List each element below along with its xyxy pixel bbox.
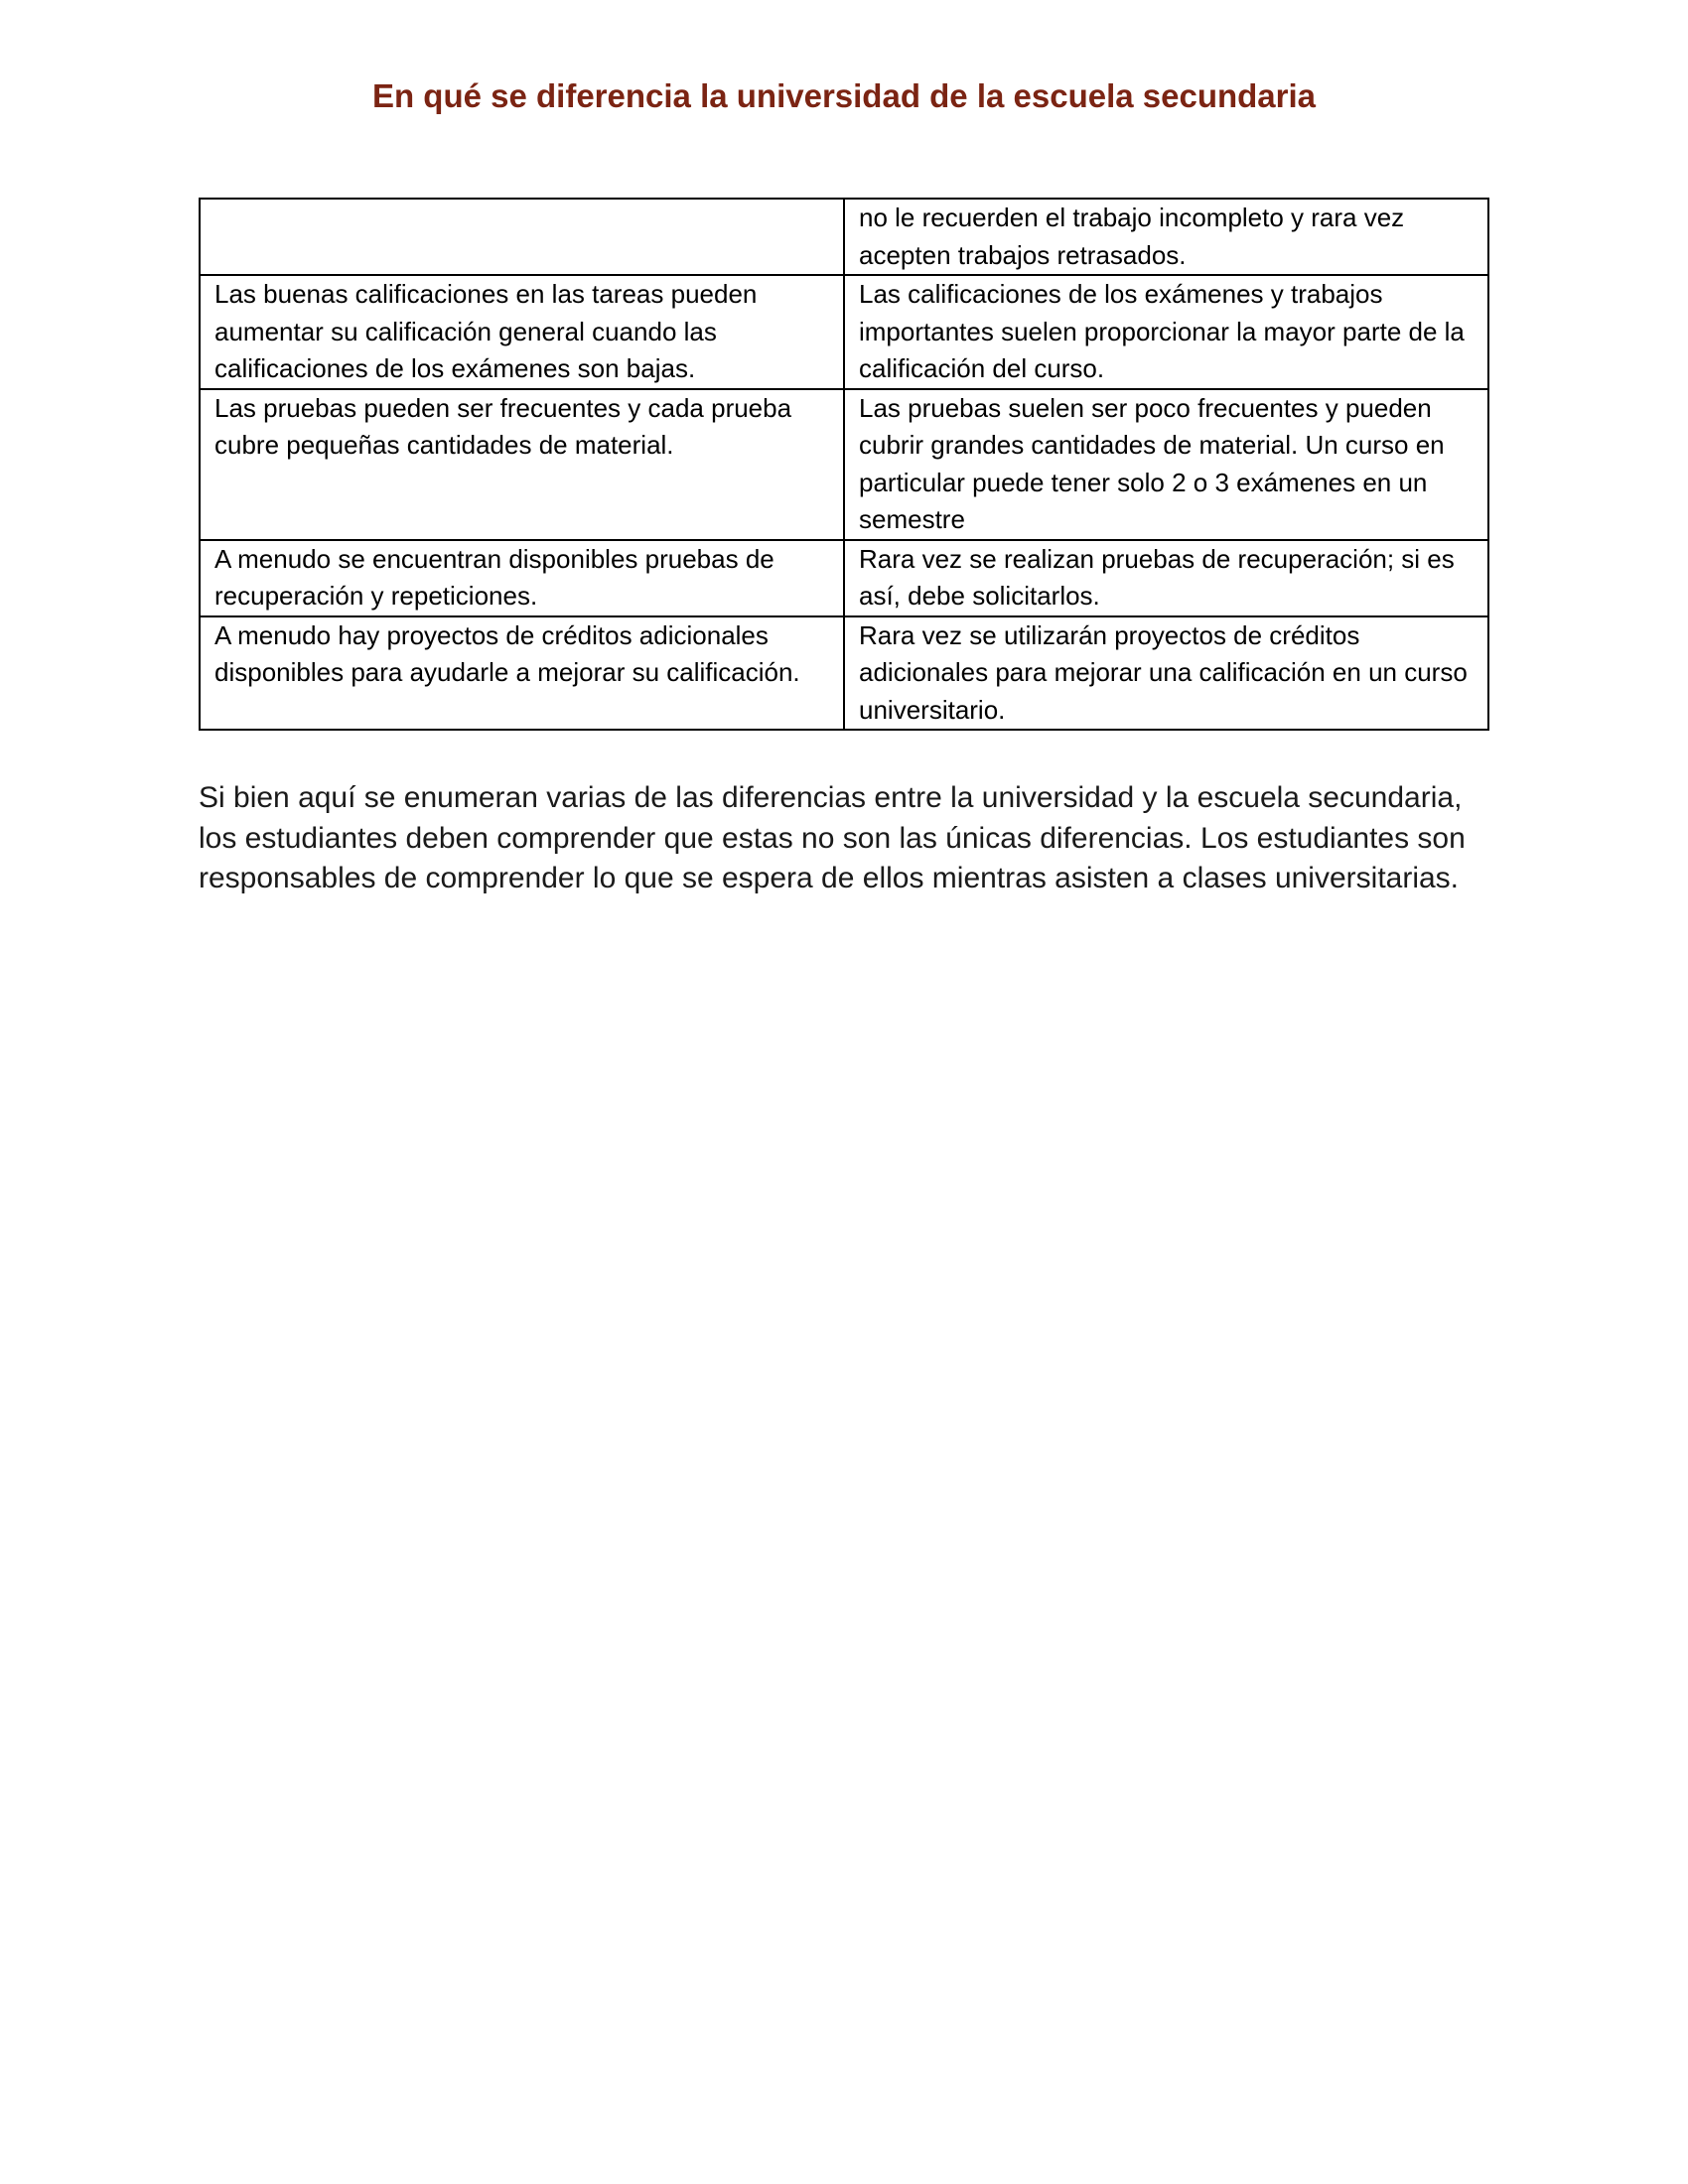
table-cell-college: Las pruebas suelen ser poco frecuentes y pueden cubrir grandes cantidades de material. Un curso en particular puede tener solo 2 o 3 exámenes en un semestre bbox=[844, 389, 1488, 540]
table-cell-college: Las calificaciones de los exámenes y trabajos importantes suelen proporcionar la mayor parte de la calificación del curso. bbox=[844, 275, 1488, 389]
table-cell-high-school: A menudo hay proyectos de créditos adicionales disponibles para ayudarle a mejorar su calificación. bbox=[200, 616, 844, 731]
table-cell-college: Rara vez se utilizarán proyectos de créditos adicionales para mejorar una calificación en un curso universitario. bbox=[844, 616, 1488, 731]
table-cell-college: no le recuerden el trabajo incompleto y rara vez acepten trabajos retrasados. bbox=[844, 199, 1488, 275]
page-title: En qué se diferencia la universidad de la escuela secundaria bbox=[371, 77, 1317, 114]
table-row bbox=[200, 199, 1488, 275]
table-row bbox=[200, 389, 1488, 540]
table-row bbox=[200, 275, 1488, 389]
table-cell-high-school: Las pruebas pueden ser frecuentes y cada prueba cubre pequeñas cantidades de material. bbox=[200, 389, 844, 540]
table-cell-college: Rara vez se realizan pruebas de recuperación; si es así, debe solicitarlos. bbox=[844, 540, 1488, 616]
table-cell-high-school: Las buenas calificaciones en las tareas pueden aumentar su calificación general cuando las calificaciones de los exámenes son bajas. bbox=[200, 275, 844, 389]
table-row bbox=[200, 616, 1488, 731]
comparison-table bbox=[199, 198, 1489, 731]
table-cell-high-school: A menudo se encuentran disponibles pruebas de recuperación y repeticiones. bbox=[200, 540, 844, 616]
table-cell-high-school bbox=[200, 199, 844, 275]
table-row bbox=[200, 540, 1488, 616]
body-paragraph: Si bien aquí se enumeran varias de las diferencias entre la universidad y la escuela secundaria, los estudiantes deben comprender que estas no son las únicas diferencias. Los estudiantes son responsables de comprender lo que se espera de ellos mientras asisten a clases universitarias. bbox=[199, 781, 1466, 894]
